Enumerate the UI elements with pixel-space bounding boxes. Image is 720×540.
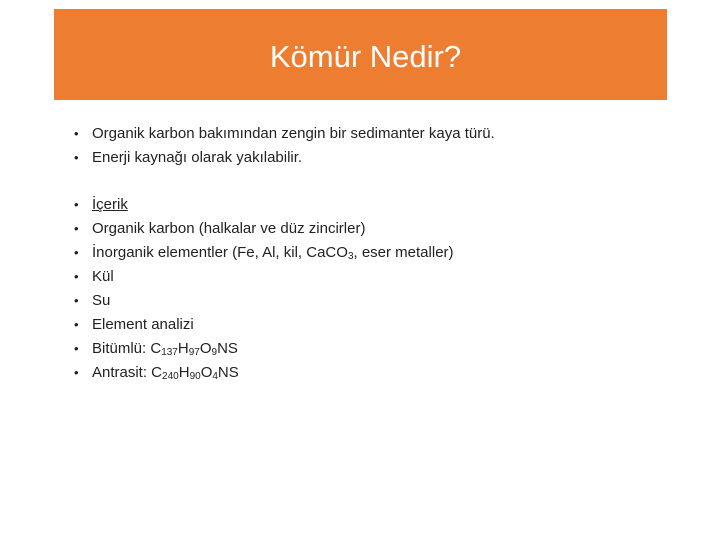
list-item-text: Element analizi bbox=[92, 316, 194, 333]
list-item bbox=[74, 146, 495, 170]
subscript: 9 bbox=[211, 347, 218, 358]
bullet-icon: • bbox=[74, 269, 79, 284]
formula-label: Antrasit: C bbox=[92, 364, 163, 381]
bullet-icon: • bbox=[74, 293, 79, 308]
bullet-icon: • bbox=[74, 317, 79, 332]
composition-list bbox=[74, 193, 454, 385]
list-item-su bbox=[74, 289, 454, 313]
bullet-icon: • bbox=[74, 221, 79, 236]
subscript: 4 bbox=[212, 371, 218, 382]
subscript: 240 bbox=[162, 371, 179, 382]
subscript: 97 bbox=[188, 347, 200, 358]
formula-element: NS bbox=[217, 364, 239, 381]
icerik-heading: İçerik bbox=[92, 196, 128, 213]
formula-element: NS bbox=[217, 340, 238, 357]
formula-element: H bbox=[178, 364, 190, 381]
list-item-inorganik bbox=[74, 241, 454, 265]
list-item-text: Su bbox=[92, 292, 111, 309]
list-item-icerik bbox=[74, 193, 454, 217]
title-banner bbox=[54, 9, 667, 100]
subscript: 137 bbox=[161, 347, 178, 358]
formula-element: O bbox=[200, 364, 213, 381]
list-item-text: Organik karbon (halkalar ve düz zincirler) bbox=[92, 220, 366, 237]
list-item-text: , eser metaller) bbox=[353, 244, 454, 261]
formula-element: H bbox=[177, 340, 189, 357]
list-item-bitumlu bbox=[74, 337, 454, 361]
bullet-icon: • bbox=[74, 341, 79, 356]
list-item-kul bbox=[74, 265, 454, 289]
list-item-text: Organik karbon bakımından zengin bir sedimanter kaya türü. bbox=[92, 125, 495, 142]
list-item-organik bbox=[74, 217, 454, 241]
bullet-icon: • bbox=[74, 365, 79, 380]
list-item bbox=[74, 122, 495, 146]
bullet-icon: • bbox=[74, 150, 79, 165]
formula-label: Bitümlü: C bbox=[92, 340, 162, 357]
bullet-icon: • bbox=[74, 197, 79, 212]
list-item-antrasit bbox=[74, 361, 454, 385]
subscript: 3 bbox=[347, 251, 354, 262]
list-item-element-analizi bbox=[74, 313, 454, 337]
list-item-text: Enerji kaynağı olarak yakılabilir. bbox=[92, 149, 303, 166]
formula-element: O bbox=[199, 340, 212, 357]
list-item-text: İnorganik elementler (Fe, Al, kil, CaCO bbox=[92, 244, 348, 261]
bullet-icon: • bbox=[74, 245, 79, 260]
subscript: 90 bbox=[189, 371, 201, 382]
list-item-text: Kül bbox=[92, 268, 114, 285]
slide-title: Kömür Nedir? bbox=[269, 39, 462, 74]
bullet-icon: • bbox=[74, 126, 79, 141]
definition-list bbox=[74, 122, 495, 170]
